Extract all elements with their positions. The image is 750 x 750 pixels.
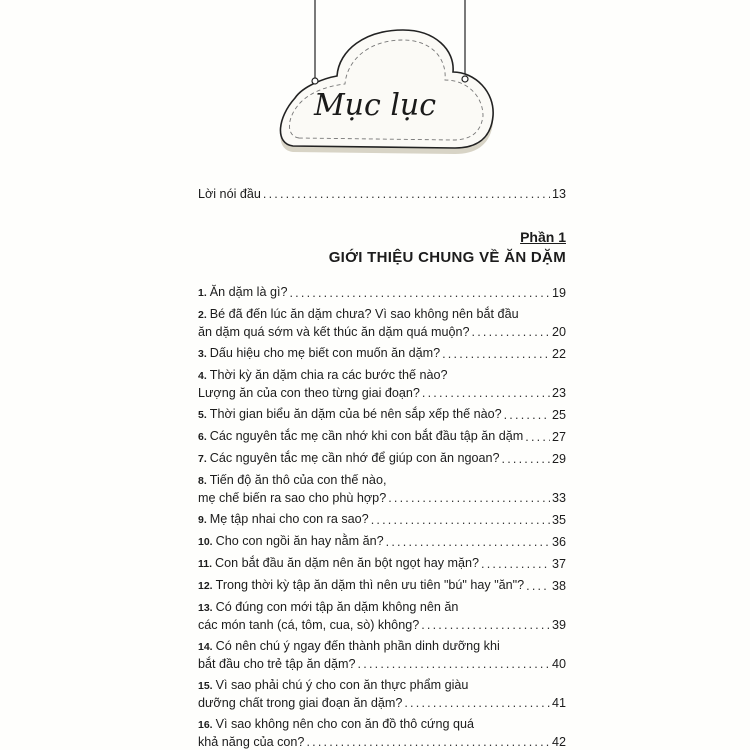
leader-dots xyxy=(263,187,550,201)
toc-entry[interactable] xyxy=(198,428,566,446)
toc-entry[interactable] xyxy=(198,677,566,712)
leader-dots xyxy=(371,512,550,529)
entry-text: Lượng ăn của con theo từng giai đoạn? xyxy=(198,386,420,400)
entry-number: 3. xyxy=(198,348,207,360)
entry-text: mẹ chế biến ra sao cho phù hợp? xyxy=(198,491,387,505)
page-number: 37 xyxy=(551,557,566,571)
leader-dots xyxy=(422,385,550,402)
entry-text: khả năng của con? xyxy=(198,735,305,749)
entry-text: các món tanh (cá, tôm, cua, sò) không? xyxy=(198,618,420,632)
leader-dots xyxy=(289,285,550,302)
page-number: 38 xyxy=(551,579,566,593)
toc-entry[interactable] xyxy=(198,599,566,634)
page-number: 36 xyxy=(551,535,566,549)
entry-text: Các nguyên tắc mẹ cần nhớ khi con bắt đầu tập ăn dặm xyxy=(209,429,524,443)
entry-text: Ăn dặm là gì? xyxy=(209,285,288,299)
entry-text: bắt đầu cho trẻ tập ăn dặm? xyxy=(198,657,356,671)
leader-dots xyxy=(504,407,550,424)
entry-text: ăn dặm quá sớm và kết thúc ăn dặm quá muộn? xyxy=(198,325,470,339)
toc-entry[interactable] xyxy=(198,472,566,507)
toc-entry[interactable] xyxy=(198,638,566,673)
entry-number: 7. xyxy=(198,453,207,465)
toc-entry[interactable] xyxy=(198,716,566,750)
entry-number: 2. xyxy=(198,309,207,321)
entry-text: dưỡng chất trong giai đoạn ăn dặm? xyxy=(198,696,403,710)
entry-number: 4. xyxy=(198,370,207,382)
page-number: 27 xyxy=(551,430,566,444)
entry-number: 10. xyxy=(198,536,213,548)
leader-dots xyxy=(306,734,550,750)
page-number: 40 xyxy=(551,657,566,671)
leader-dots xyxy=(525,429,550,446)
entry-number: 6. xyxy=(198,431,207,443)
toc-entry[interactable] xyxy=(198,450,566,468)
entry-text: Tiến độ ăn thô của con thế nào, xyxy=(209,473,387,487)
toc-entry[interactable] xyxy=(198,555,566,573)
entry-text: Dấu hiệu cho mẹ biết con muốn ăn dặm? xyxy=(209,346,441,360)
leader-dots xyxy=(472,324,550,341)
toc-entry[interactable] xyxy=(198,511,566,529)
page-number: 25 xyxy=(551,408,566,422)
page-number: 33 xyxy=(551,491,566,505)
leader-dots xyxy=(358,656,550,673)
leader-dots xyxy=(442,346,550,363)
leader-dots xyxy=(388,490,550,507)
entry-number: 14. xyxy=(198,641,213,653)
toc-entry[interactable] xyxy=(198,367,566,402)
hanging-cloud-sign xyxy=(255,0,495,160)
leader-dots xyxy=(526,578,550,595)
toc-entry[interactable] xyxy=(198,306,566,341)
entry-number: 13. xyxy=(198,602,213,614)
toc-entry[interactable] xyxy=(198,406,566,424)
entry-label: Lời nói đầu xyxy=(198,187,261,201)
entry-text: Trong thời kỳ tập ăn dặm thì nên ưu tiên "bú" hay "ăn"? xyxy=(215,578,525,592)
part-heading xyxy=(329,229,566,266)
page-number: 35 xyxy=(551,513,566,527)
leader-dots xyxy=(481,556,550,573)
part-label: Phần 1 xyxy=(520,229,566,245)
entry-text: Có đúng con mới tập ăn dặm không nên ăn xyxy=(215,600,459,614)
entry-number: 15. xyxy=(198,680,213,692)
entry-number: 5. xyxy=(198,409,207,421)
entry-text: Vì sao không nên cho con ăn đồ thô cứng quá xyxy=(215,717,475,731)
entry-number: 12. xyxy=(198,580,213,592)
page-number: 23 xyxy=(551,386,566,400)
page-number: 41 xyxy=(551,696,566,710)
entry-text: Các nguyên tắc mẹ cần nhớ để giúp con ăn ngoan? xyxy=(209,451,500,465)
part-title: GIỚI THIỆU CHUNG VỀ ĂN DẶM xyxy=(328,249,566,266)
toc-entry[interactable] xyxy=(198,577,566,595)
entry-number: 9. xyxy=(198,514,207,526)
toc-entry[interactable] xyxy=(198,345,566,363)
entry-text: Thời kỳ ăn dặm chia ra các bước thế nào? xyxy=(209,368,448,382)
entry-number: 11. xyxy=(198,558,213,570)
leader-dots xyxy=(386,534,550,551)
toc-entry[interactable] xyxy=(198,533,566,551)
entry-text: Mẹ tập nhai cho con ra sao? xyxy=(209,512,369,526)
table-of-contents-title: Mục lục xyxy=(313,88,437,123)
toc-entry-preface[interactable] xyxy=(198,187,566,201)
leader-dots xyxy=(404,695,550,712)
toc-entry[interactable] xyxy=(198,284,566,302)
cloud-sign-icon xyxy=(255,0,495,160)
entry-text: Vì sao phải chú ý cho con ăn thực phẩm giàu xyxy=(215,678,469,692)
page-number: 20 xyxy=(551,325,566,339)
page-number: 22 xyxy=(551,347,566,361)
toc-entries xyxy=(198,284,566,750)
leader-dots xyxy=(421,617,550,634)
entry-text: Thời gian biểu ăn dặm của bé nên sắp xếp thế nào? xyxy=(209,407,502,421)
page-number: 29 xyxy=(551,452,566,466)
leader-dots xyxy=(502,451,550,468)
entry-number: 16. xyxy=(198,719,213,731)
page-number: 13 xyxy=(551,187,566,201)
entry-number: 1. xyxy=(198,287,207,299)
page-number: 42 xyxy=(551,735,566,749)
entry-text: Bé đã đến lúc ăn dặm chưa? Vì sao không nên bắt đầu xyxy=(209,307,519,321)
entry-text: Cho con ngồi ăn hay nằm ăn? xyxy=(215,534,384,548)
entry-number: 8. xyxy=(198,475,207,487)
entry-text: Con bắt đầu ăn dặm nên ăn bột ngọt hay mặn? xyxy=(215,556,479,570)
page-number: 19 xyxy=(551,286,566,300)
entry-text: Có nên chú ý ngay đến thành phần dinh dưỡng khi xyxy=(215,639,500,653)
page-number: 39 xyxy=(551,618,566,632)
